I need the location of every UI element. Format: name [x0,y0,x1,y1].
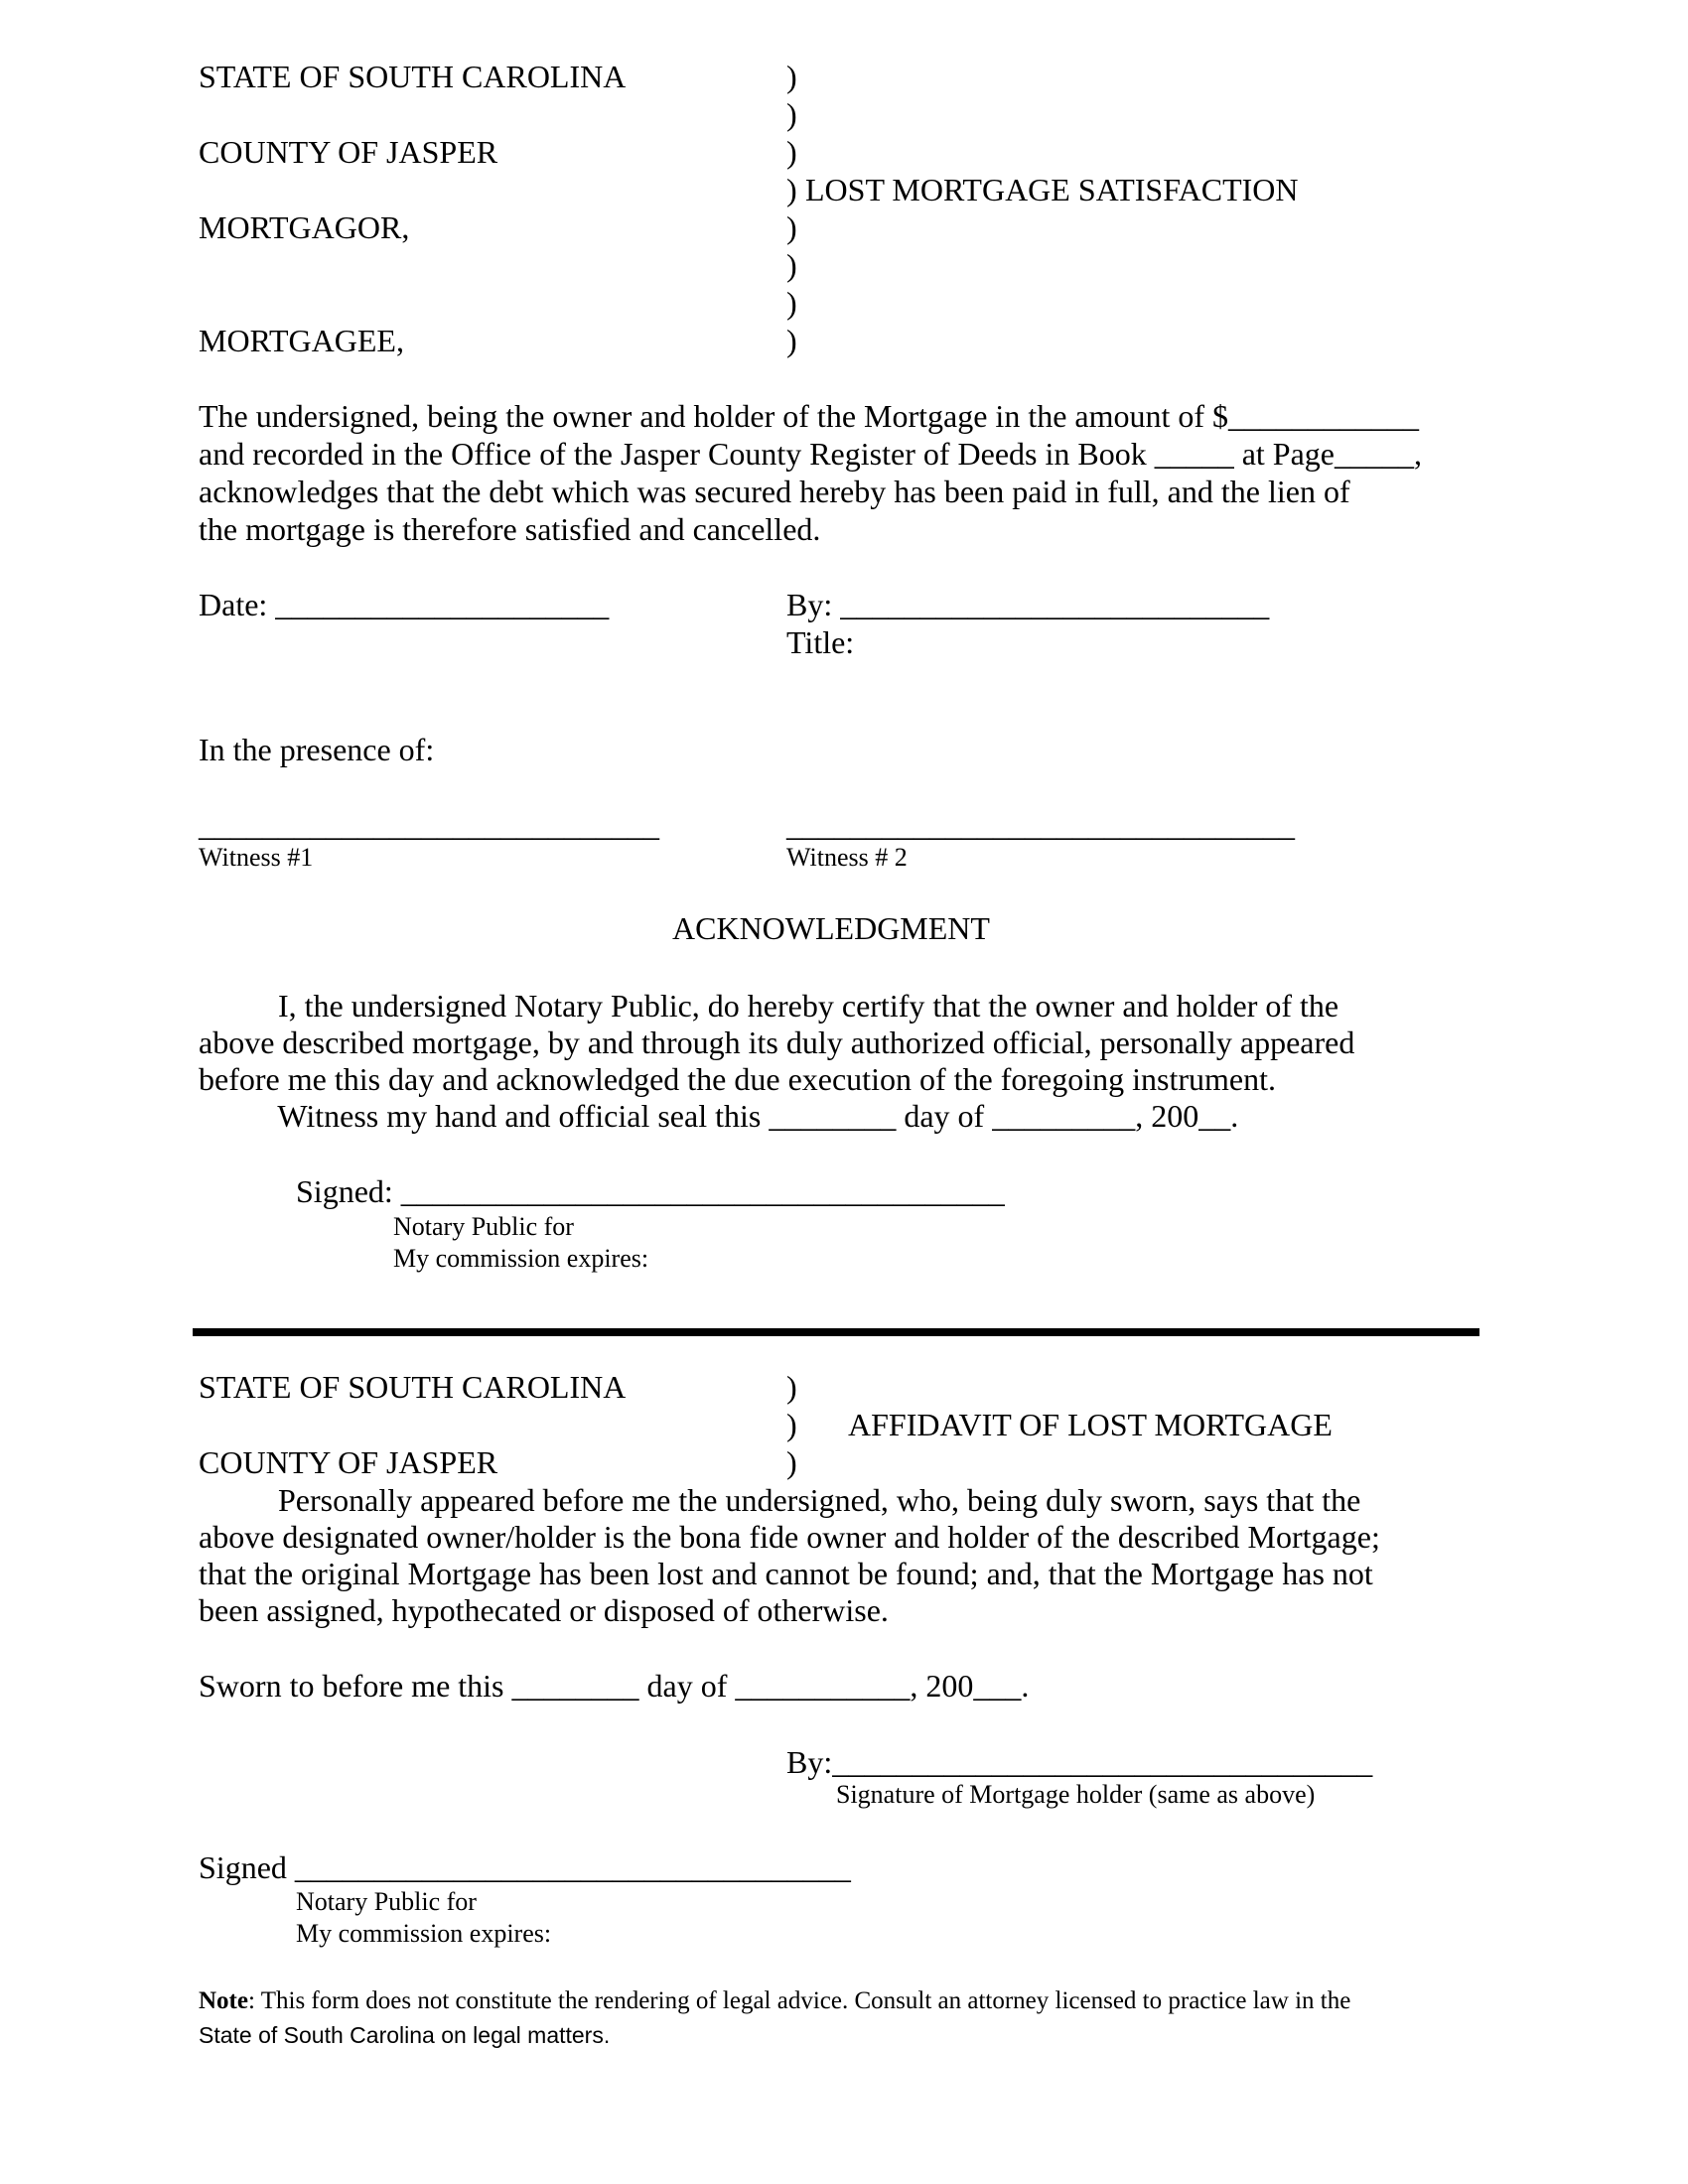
date-field: Date: _____________________ [199,587,610,622]
body-line: acknowledges that the debt which was secured hereby has been paid in full, and the lien of [199,474,1350,509]
witness2-line: ________________________________ [786,807,1295,843]
note-text: : This form does not constitute the rendering of legal advice. Consult an attorney licensed to practice law in the [247,1987,1351,2014]
mortgagee-label: MORTGAGEE, [199,323,404,358]
witness1-line: _____________________________ [199,807,659,843]
body-line: I, the undersigned Notary Public, do hereby certify that the owner and holder of the [199,988,1339,1024]
paren: ) [786,323,797,358]
paren: ) [786,285,797,321]
body-line: above designated owner/holder is the bona fide owner and holder of the described Mortgage; [199,1519,1380,1555]
title-field: Title: [786,624,855,660]
mortgagor-label: MORTGAGOR, [199,209,410,245]
body-line: Personally appeared before me the undersigned, who, being duly sworn, says that the [199,1482,1361,1518]
witness1-label: Witness #1 [199,843,314,872]
document-title: LOST MORTGAGE SATISFACTION [805,172,1299,207]
body-line: above described mortgage, by and through its duly authorized official, personally appeared [199,1024,1355,1060]
acknowledgment-heading: ACKNOWLEDGMENT [672,910,990,946]
affidavit-title: AFFIDAVIT OF LOST MORTGAGE [848,1407,1333,1442]
note-label: Note [199,1987,248,2014]
sworn-date-field: Sworn to before me this ________ day of ___________, 200___. [199,1668,1030,1704]
paren: ) [786,247,797,283]
presence-label: In the presence of: [199,732,435,767]
body-line: been assigned, hypothecated or disposed of otherwise. [199,1592,889,1628]
paren: ) [786,1369,797,1405]
commission-label: My commission expires: [296,1919,552,1948]
paren: ) [786,1407,797,1442]
holder-signature-field: By:__________________________________ [786,1744,1373,1780]
paren: ) [786,172,797,207]
paren: ) [786,209,797,245]
body-line: The undersigned, being the owner and holder of the Mortgage in the amount of $____________ [199,398,1420,434]
signature-caption: Signature of Mortgage holder (same as above) [836,1780,1316,1809]
notary-public-label: Notary Public for [296,1887,477,1916]
section-divider [193,1328,1479,1336]
by-signature-field: By: ___________________________ [786,587,1270,622]
county-caption: COUNTY OF JASPER [199,1444,498,1480]
notary-signed-field: Signed: ______________________________________ [296,1173,1005,1209]
body-line: the mortgage is therefore satisfied and cancelled. [199,511,821,547]
body-line: before me this day and acknowledged the due execution of the foregoing instrument. [199,1061,1276,1097]
body-line: that the original Mortgage has been lost and cannot be found; and, that the Mortgage has not [199,1556,1373,1591]
paren: ) [786,96,797,132]
county-caption: COUNTY OF JASPER [199,134,498,170]
paren: ) [786,134,797,170]
state-caption: STATE OF SOUTH CAROLINA [199,59,627,94]
commission-label: My commission expires: [393,1244,649,1273]
witness2-label: Witness # 2 [786,843,908,872]
notary-signed-field: Signed ___________________________________ [199,1849,851,1885]
state-caption: STATE OF SOUTH CAROLINA [199,1369,627,1405]
legal-note-line2: State of South Carolina on legal matters. [199,2022,611,2048]
notary-public-label: Notary Public for [393,1212,574,1241]
body-line: Witness my hand and official seal this ________ day of _________, 200__. [199,1098,1239,1134]
body-line: and recorded in the Office of the Jasper County Register of Deeds in Book _____ at Page_____, [199,436,1422,472]
paren: ) [786,1444,797,1480]
paren: ) [786,59,797,94]
legal-note [199,1985,1350,2017]
